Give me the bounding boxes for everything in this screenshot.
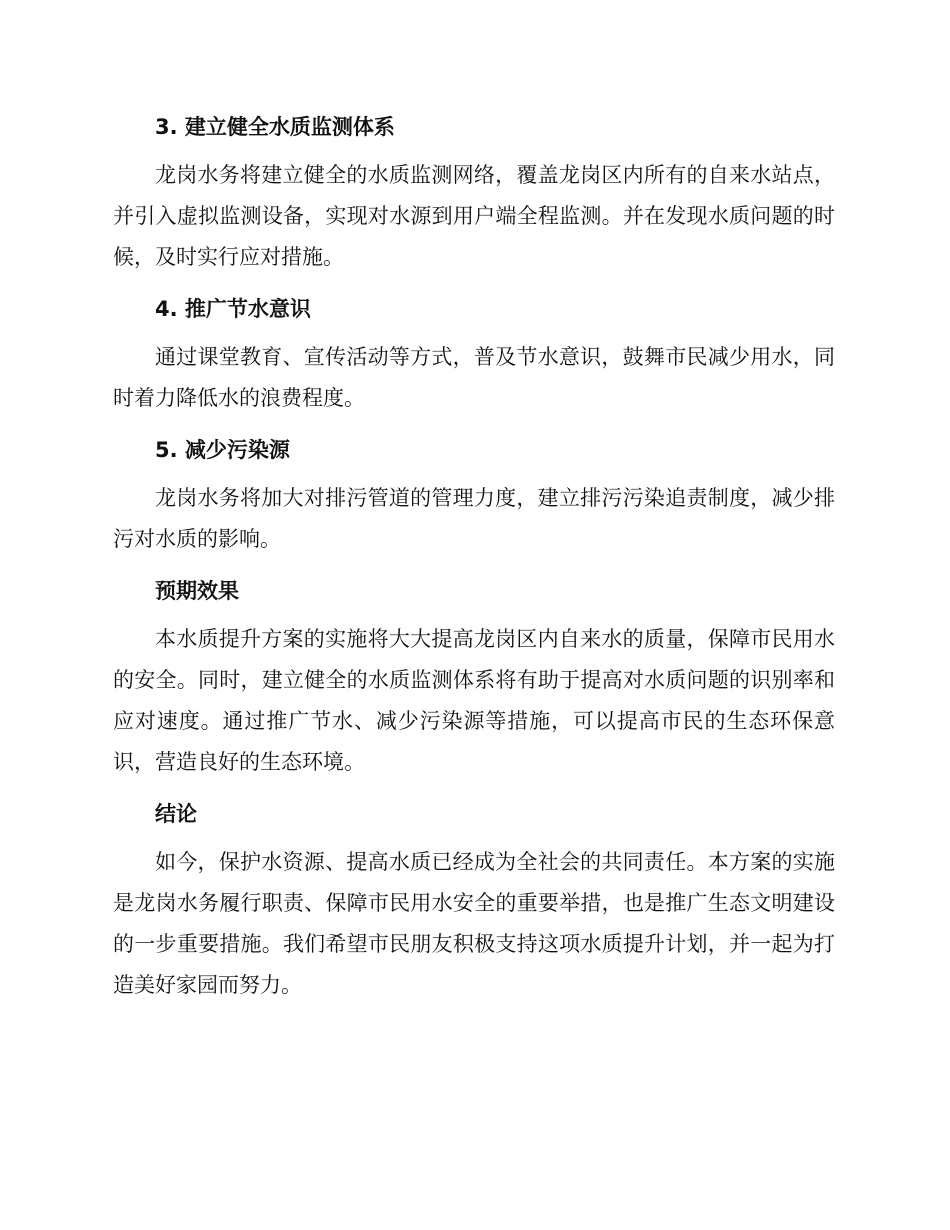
section-water-saving: [113, 290, 835, 419]
section-heading: 4. 推广节水意识: [155, 297, 311, 321]
section-heading: 5. 减少污染源: [155, 438, 290, 462]
section-pollution: [113, 431, 835, 560]
section-paragraph: 本水质提升方案的实施将大大提高龙岗区内自来水的质量，保障市民用水的安全。同时，建立健全的水质监测体系将有助于提高对水质问题的识别率和应对速度。通过推广节水、减少污染源等措施，可以提高市民的生态环保意识，营造良好的生态环境。: [113, 627, 835, 774]
section-paragraph: 龙岗水务将建立健全的水质监测网络，覆盖龙岗区内所有的自来水站点，并引入虚拟监测设备，实现对水源到用户端全程监测。并在发现水质问题的时候，及时实行应对措施。: [113, 163, 835, 269]
section-heading: 3. 建立健全水质监测体系: [155, 115, 395, 139]
section-paragraph: 龙岗水务将加大对排污管道的管理力度，建立排污污染追责制度，减少排污对水质的影响。: [113, 486, 835, 551]
section-monitoring: [113, 108, 835, 278]
document-page: [113, 108, 835, 1018]
section-expected-effects: [113, 572, 835, 783]
section-paragraph: 通过课堂教育、宣传活动等方式，普及节水意识，鼓舞市民减少用水，同时着力降低水的浪费程度。: [113, 345, 835, 410]
section-paragraph: 如今，保护水资源、提高水质已经成为全社会的共同责任。本方案的实施是龙岗水务履行职责、保障市民用水安全的重要举措，也是推广生态文明建设的一步重要措施。我们希望市民朋友积极支持这项水质提升计划，并一起为打造美好家园而努力。: [113, 850, 835, 997]
section-heading: 预期效果: [155, 579, 239, 603]
section-heading: 结论: [155, 802, 197, 826]
section-conclusion: [113, 795, 835, 1006]
